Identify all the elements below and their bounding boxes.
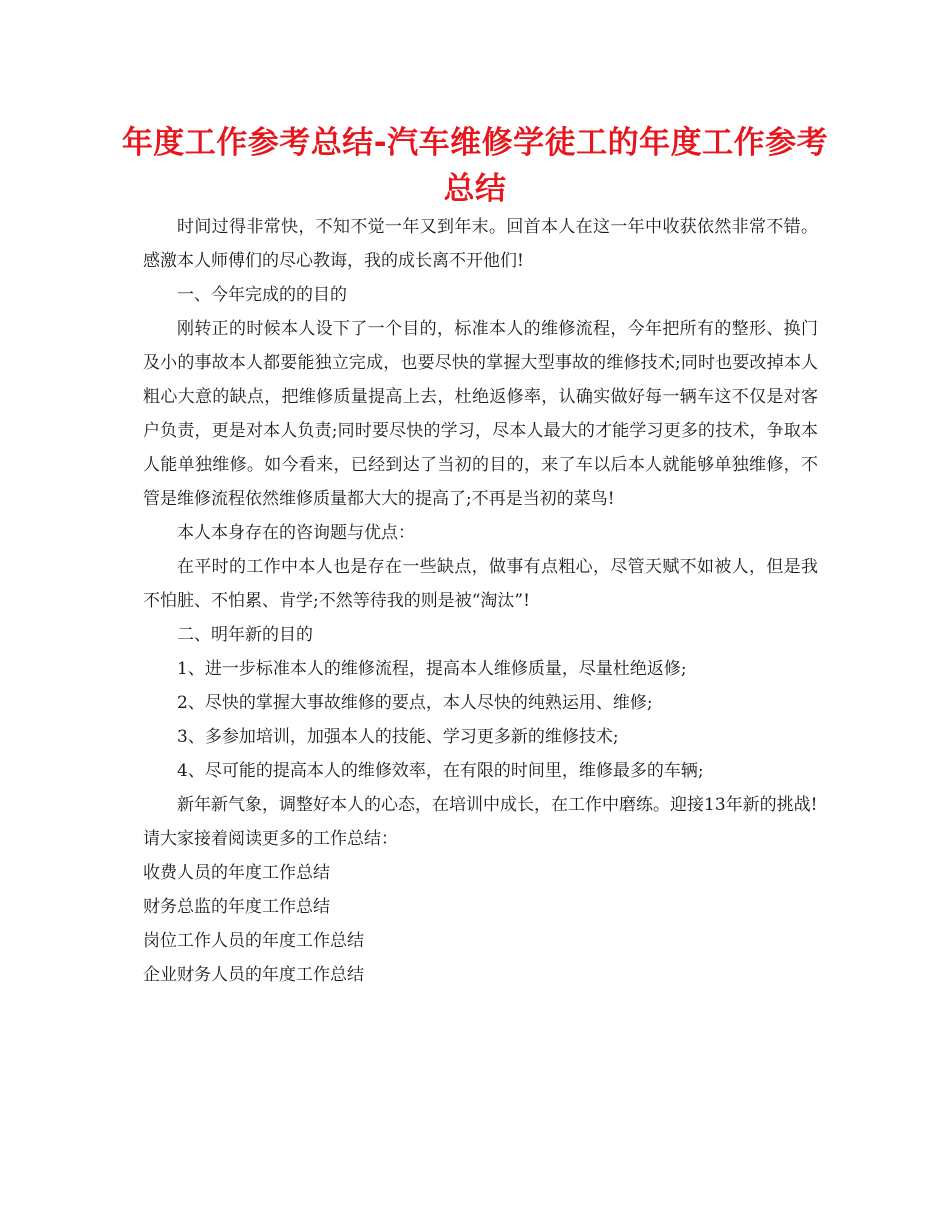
section-heading-problems-strengths: 本人本身存在的咨询题与优点： [177,523,415,543]
more-reading-link-4[interactable]: 企业财务人员的年度工作总结 [143,965,364,985]
paragraph-problems-strengths: 在平时的工作中本人也是存在一些缺点，做事有点粗心，尽管天赋不如被人，但是我不怕脏、不怕累、肯学;不然等待我的则是被“淘汰”! [143,557,818,611]
goal-item-4: 4、尽可能的提高本人的维修效率，在有限的时间里，维修最多的车辆; [177,761,704,781]
paragraph-goals-achieved: 刚转正的时候本人设下了一个目的，标准本人的维修流程，今年把所有的整形、换门及小的事故本人都要能独立完成，也要尽快的掌握大型事故的维修技术;同时也要改掉本人粗心大意的缺点，把维修质量提高上去，杜绝返修率，认确实做好每一辆车这不仅是对客户负责，更是对本人负责;同时要尽快的学习，尽本人最大的才能学习更多的技术，争取本人能单独维修。如今看来，已经到达了当初的目的，来了车以后本人就能够单独维修，不管是维修流程依然维修质量都大大的提高了;不再是当初的菜鸟! [143,319,818,509]
more-reading-list [143,856,818,992]
document-body [143,210,818,992]
goal-item-3: 3、多参加培训，加强本人的技能、学习更多新的维修技术; [177,727,619,747]
section-heading-next-year-goals: 二、明年新的目的 [177,625,313,645]
section-heading-goals-achieved: 一、今年完成的的目的 [177,285,347,305]
more-reading-label: 请大家接着阅读更多的工作总结： [143,829,398,849]
goal-item-2: 2、尽快的掌握大事故维修的要点，本人尽快的纯熟运用、维修; [177,693,653,713]
more-reading-link-2[interactable]: 财务总监的年度工作总结 [143,897,330,917]
goal-item-1: 1、进一步标准本人的维修流程，提高本人维修质量，尽量杜绝返修; [177,659,687,679]
more-reading-link-1[interactable]: 收费人员的年度工作总结 [143,863,330,883]
more-reading-link-3[interactable]: 岗位工作人员的年度工作总结 [143,931,364,951]
document-title: 年度工作参考总结-汽车维修学徒工的年度工作参考总结 [121,125,829,207]
paragraph-intro: 时间过得非常快，不知不觉一年又到年末。回首本人在这一年中收获依然非常不错。感激本人师傅们的尽心教诲，我的成长离不开他们! [143,217,818,271]
paragraph-closing: 新年新气象，调整好本人的心态，在培训中成长，在工作中磨练。迎接13年新的挑战! [177,795,818,815]
